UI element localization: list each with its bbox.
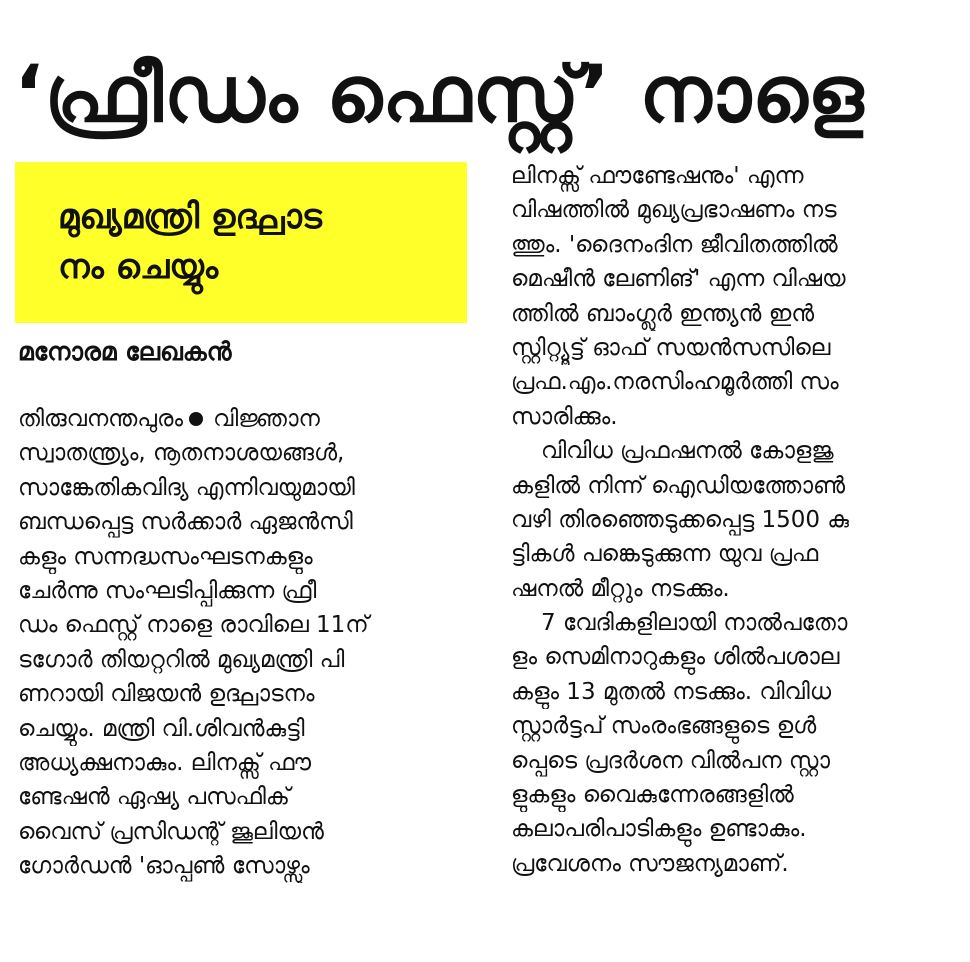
body-line: സ്വാതന്ത്ര്യം, നൂതനാശയങ്ങൾ, (18, 440, 345, 467)
highlight-line: നം ചെയ്യും (58, 247, 219, 287)
body-line: പ്രവേശനം സൗജന്യമാണ്. (511, 850, 789, 877)
body-line: ളം സെമിനാറുകളും ശിൽപശാല (511, 644, 840, 671)
body-line: സ്റ്റിറ്റ്യൂട്ട് ഓഫ് സയൻസസിലെ (511, 334, 831, 361)
dateline: തിരുവനന്തപുരം (18, 406, 184, 432)
body-line: പ്പെടെ പ്രദർശന വിൽപന സ്റ്റാ (511, 747, 830, 774)
dateline-line (18, 402, 468, 436)
body-line: ത്തും. 'ദൈനംദിന ജീവിതത്തിൽ (511, 231, 838, 258)
body-line: കലാപരിപാടികളും ഉണ്ടാകും. (511, 816, 807, 843)
body-line: വൈസ് പ്രസിഡന്റ് ജൂലിയൻ (18, 818, 324, 845)
body-line: ളുകളും വൈകുന്നേരങ്ങളിൽ (511, 782, 794, 809)
highlight-line: മുഖ്യമന്ത്രി ഉദ്ഘാട (58, 197, 322, 237)
body-line: കളിൽ നിന്ന് ഐഡിയത്തോൺ (511, 472, 846, 499)
body-line: സാങ്കേതികവിദ്യ എന്നിവയുമായി (18, 474, 355, 501)
body-line: ബന്ധപ്പെട്ട സർക്കാർ ഏജൻസി (18, 509, 353, 536)
paragraph-start-line: 7 വേദികളിലായി നാൽപതോ (541, 610, 848, 637)
body-line: ണ്ടേഷൻ ഏഷ്യ പസഫിക് (18, 784, 290, 811)
body-line: ഡം ഫെസ്റ്റ് നാളെ രാവിലെ 11ന് (18, 612, 369, 639)
body-line: ചെയ്യും. മന്ത്രി വി.ശിവൻകുട്ടി (18, 715, 305, 742)
highlight-text (58, 192, 458, 292)
body-line: വഴി തിരഞ്ഞെടുക്കപ്പെട്ട 1500 കു (511, 506, 849, 533)
body-line: ട്ടികൾ പങ്കെടുക്കുന്ന യുവ പ്രഫ (511, 541, 819, 568)
bullet-icon (189, 412, 203, 426)
body-line: ലിനക്സ് ഫൗണ്ടേഷനും' എന്ന (511, 163, 804, 189)
body-line: ഗോർഡൻ 'ഓപ്പൺ സോഴ്സും (18, 853, 310, 880)
body-line: പ്രഫ.എം.നരസിംഹമൂർത്തി സം (511, 369, 839, 396)
byline: മനോരമ ലേഖകൻ (18, 337, 232, 366)
body-line: ചേർന്നു സംഘടിപ്പിക്കുന്ന ഫ്രീ (18, 577, 317, 604)
right-column (511, 159, 961, 881)
body-text: വിജ്ഞാന (213, 406, 320, 432)
body-line: ത്തിൽ ബാംഗ്ലൂർ ഇന്ത്യൻ ഇൻ (511, 300, 815, 327)
body-line: മെഷീൻ ലേണിങ്' എന്ന വിഷയ (511, 266, 846, 293)
headline: ‘ഫ്രീഡം ഫെസ്റ്റ്’ നാളെ (14, 50, 865, 140)
body-line: സാരിക്കും. (511, 403, 618, 430)
body-line: സ്റ്റാർട്ടപ് സംരംഭങ്ങളുടെ ഉൾ (511, 713, 817, 740)
paragraph-start-line: വിവിധ പ്രഫഷനൽ കോളജു (541, 438, 834, 465)
left-column (18, 402, 468, 883)
body-line: വിഷത്തിൽ മുഖ്യപ്രഭാഷണം നട (511, 197, 837, 224)
body-line: ണറായി വിജയൻ ഉദ്ഘാടനം (18, 681, 315, 708)
body-line: കളും 13 മുതൽ നടക്കും. വിവിധ (511, 678, 832, 705)
body-line: അധ്യക്ഷനാകും. ലിനക്സ് ഫൗ (18, 749, 312, 776)
body-line: കളും സന്നദ്ധസംഘടനകളും (18, 543, 313, 570)
body-line: ടഗോർ തിയറ്ററിൽ മുഖ്യമന്ത്രി പി (18, 646, 345, 673)
body-line: ഷനൽ മീറ്റും നടക്കും. (511, 575, 730, 602)
